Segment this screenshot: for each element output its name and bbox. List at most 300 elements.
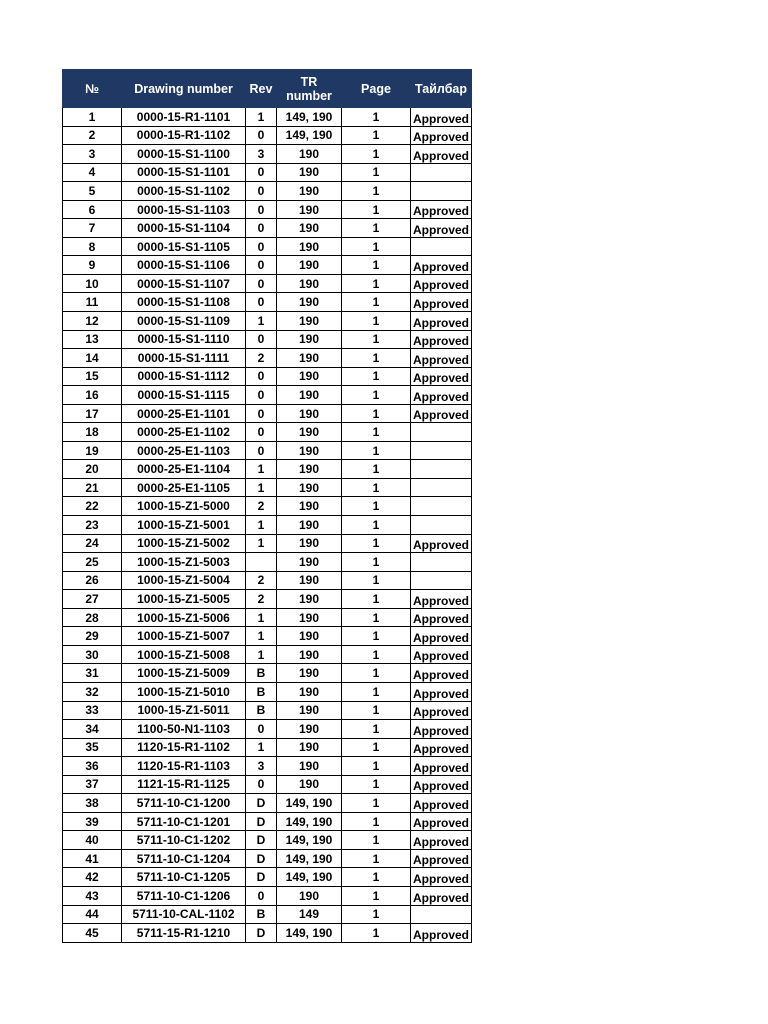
cell-note: Approved (411, 682, 472, 701)
cell-tr-number: 149, 190 (277, 868, 342, 887)
cell-drawing-number: 1000-15-Z1-5001 (122, 516, 246, 535)
cell-number: 2 (63, 126, 122, 145)
cell-number: 5 (63, 182, 122, 201)
cell-rev: 1 (246, 312, 277, 331)
cell-drawing-number: 5711-10-C1-1201 (122, 812, 246, 831)
table-row (63, 163, 472, 182)
cell-tr-number: 190 (277, 775, 342, 794)
cell-note: Approved (411, 219, 472, 238)
table-row (63, 219, 472, 238)
cell-page: 1 (342, 237, 411, 256)
table-row (63, 274, 472, 293)
table-row (63, 905, 472, 924)
cell-tr-number: 190 (277, 627, 342, 646)
cell-tr-number: 190 (277, 645, 342, 664)
cell-note: Approved (411, 775, 472, 794)
cell-rev: 1 (246, 108, 277, 127)
table-row (63, 794, 472, 813)
cell-drawing-number: 0000-25-E1-1101 (122, 404, 246, 423)
cell-rev: 2 (246, 571, 277, 590)
table-row (63, 553, 472, 572)
table-row (63, 256, 472, 275)
cell-number: 26 (63, 571, 122, 590)
cell-number: 40 (63, 831, 122, 850)
cell-number: 22 (63, 497, 122, 516)
table-row (63, 831, 472, 850)
cell-number: 33 (63, 701, 122, 720)
cell-note: Approved (411, 812, 472, 831)
cell-number: 16 (63, 386, 122, 405)
cell-page: 1 (342, 664, 411, 683)
cell-number: 7 (63, 219, 122, 238)
cell-tr-number: 190 (277, 367, 342, 386)
cell-number: 4 (63, 163, 122, 182)
cell-rev: 1 (246, 608, 277, 627)
table-row (63, 516, 472, 535)
cell-drawing-number: 5711-15-R1-1210 (122, 924, 246, 943)
cell-note: Approved (411, 738, 472, 757)
cell-number: 20 (63, 460, 122, 479)
table-row (63, 293, 472, 312)
cell-note (411, 441, 472, 460)
cell-rev: 0 (246, 367, 277, 386)
cell-note: Approved (411, 293, 472, 312)
cell-tr-number: 190 (277, 886, 342, 905)
cell-tr-number: 190 (277, 497, 342, 516)
cell-rev: 1 (246, 460, 277, 479)
table-row (63, 497, 472, 516)
cell-page: 1 (342, 256, 411, 275)
cell-drawing-number: 5711-10-C1-1204 (122, 849, 246, 868)
cell-rev: 1 (246, 627, 277, 646)
cell-number: 45 (63, 924, 122, 943)
cell-note (411, 237, 472, 256)
cell-note: Approved (411, 404, 472, 423)
cell-drawing-number: 0000-15-S1-1102 (122, 182, 246, 201)
cell-page: 1 (342, 182, 411, 201)
cell-page: 1 (342, 219, 411, 238)
cell-note (411, 497, 472, 516)
cell-note: Approved (411, 367, 472, 386)
cell-number: 10 (63, 274, 122, 293)
cell-number: 9 (63, 256, 122, 275)
cell-rev: 0 (246, 274, 277, 293)
cell-drawing-number: 0000-15-S1-1104 (122, 219, 246, 238)
cell-page: 1 (342, 627, 411, 646)
cell-page: 1 (342, 645, 411, 664)
cell-tr-number: 149, 190 (277, 831, 342, 850)
cell-rev: 0 (246, 441, 277, 460)
cell-rev: 0 (246, 386, 277, 405)
cell-page: 1 (342, 330, 411, 349)
cell-drawing-number: 1000-15-Z1-5010 (122, 682, 246, 701)
cell-page: 1 (342, 868, 411, 887)
cell-page: 1 (342, 608, 411, 627)
cell-rev: 0 (246, 404, 277, 423)
cell-rev: 2 (246, 349, 277, 368)
cell-page: 1 (342, 738, 411, 757)
table-row (63, 200, 472, 219)
cell-drawing-number: 1120-15-R1-1103 (122, 757, 246, 776)
cell-number: 41 (63, 849, 122, 868)
cell-page: 1 (342, 720, 411, 739)
cell-number: 12 (63, 312, 122, 331)
cell-tr-number: 149, 190 (277, 794, 342, 813)
cell-rev: 1 (246, 534, 277, 553)
table-row (63, 330, 472, 349)
col-header-note: Тайлбар (411, 70, 472, 108)
cell-page: 1 (342, 312, 411, 331)
cell-page: 1 (342, 534, 411, 553)
cell-drawing-number: 0000-15-S1-1109 (122, 312, 246, 331)
table-row (63, 812, 472, 831)
cell-rev: 0 (246, 200, 277, 219)
cell-number: 13 (63, 330, 122, 349)
cell-tr-number: 190 (277, 720, 342, 739)
cell-note: Approved (411, 868, 472, 887)
table-row (63, 108, 472, 127)
cell-note: Approved (411, 664, 472, 683)
cell-page: 1 (342, 794, 411, 813)
cell-note: Approved (411, 608, 472, 627)
cell-number: 28 (63, 608, 122, 627)
cell-note: Approved (411, 590, 472, 609)
cell-page: 1 (342, 460, 411, 479)
cell-rev: B (246, 682, 277, 701)
cell-tr-number: 190 (277, 553, 342, 572)
cell-page: 1 (342, 516, 411, 535)
table-row (63, 571, 472, 590)
cell-drawing-number: 1100-50-N1-1103 (122, 720, 246, 739)
cell-drawing-number: 0000-15-S1-1110 (122, 330, 246, 349)
cell-number: 11 (63, 293, 122, 312)
cell-tr-number: 190 (277, 386, 342, 405)
table-row (63, 682, 472, 701)
cell-number: 24 (63, 534, 122, 553)
cell-tr-number: 190 (277, 441, 342, 460)
table-row (63, 182, 472, 201)
cell-page: 1 (342, 293, 411, 312)
cell-page: 1 (342, 701, 411, 720)
cell-drawing-number: 1000-15-Z1-5004 (122, 571, 246, 590)
cell-number: 27 (63, 590, 122, 609)
table-row (63, 627, 472, 646)
cell-number: 37 (63, 775, 122, 794)
cell-rev: B (246, 905, 277, 924)
cell-rev: D (246, 849, 277, 868)
cell-number: 8 (63, 237, 122, 256)
cell-note: Approved (411, 108, 472, 127)
cell-tr-number: 190 (277, 738, 342, 757)
cell-tr-number: 190 (277, 516, 342, 535)
cell-note: Approved (411, 701, 472, 720)
cell-rev: 0 (246, 256, 277, 275)
cell-page: 1 (342, 145, 411, 164)
cell-page: 1 (342, 423, 411, 442)
cell-note (411, 571, 472, 590)
cell-drawing-number: 1000-15-Z1-5006 (122, 608, 246, 627)
cell-page: 1 (342, 831, 411, 850)
col-header-tr-number: TR number (277, 70, 342, 108)
cell-tr-number: 190 (277, 145, 342, 164)
table-row (63, 886, 472, 905)
cell-page: 1 (342, 905, 411, 924)
cell-drawing-number: 1000-15-Z1-5007 (122, 627, 246, 646)
cell-number: 35 (63, 738, 122, 757)
cell-drawing-number: 0000-15-R1-1102 (122, 126, 246, 145)
cell-rev: D (246, 831, 277, 850)
cell-number: 18 (63, 423, 122, 442)
cell-drawing-number: 5711-10-CAL-1102 (122, 905, 246, 924)
table-row (63, 386, 472, 405)
cell-page: 1 (342, 571, 411, 590)
cell-note: Approved (411, 720, 472, 739)
cell-number: 39 (63, 812, 122, 831)
cell-page: 1 (342, 441, 411, 460)
cell-drawing-number: 5711-10-C1-1205 (122, 868, 246, 887)
cell-tr-number: 190 (277, 757, 342, 776)
cell-number: 1 (63, 108, 122, 127)
cell-drawing-number: 0000-15-S1-1111 (122, 349, 246, 368)
cell-note: Approved (411, 645, 472, 664)
cell-number: 44 (63, 905, 122, 924)
cell-page: 1 (342, 775, 411, 794)
cell-tr-number: 149, 190 (277, 812, 342, 831)
cell-note: Approved (411, 312, 472, 331)
cell-rev: 0 (246, 886, 277, 905)
cell-drawing-number: 1000-15-Z1-5011 (122, 701, 246, 720)
cell-rev: 3 (246, 757, 277, 776)
cell-number: 6 (63, 200, 122, 219)
cell-tr-number: 190 (277, 478, 342, 497)
cell-tr-number: 190 (277, 590, 342, 609)
cell-note: Approved (411, 627, 472, 646)
cell-note: Approved (411, 924, 472, 943)
table-row (63, 312, 472, 331)
cell-rev: 0 (246, 775, 277, 794)
cell-note (411, 423, 472, 442)
cell-number: 31 (63, 664, 122, 683)
table-row (63, 701, 472, 720)
cell-drawing-number: 0000-25-E1-1105 (122, 478, 246, 497)
cell-drawing-number: 5711-10-C1-1202 (122, 831, 246, 850)
table-body (63, 108, 472, 943)
cell-drawing-number: 0000-15-S1-1100 (122, 145, 246, 164)
cell-page: 1 (342, 108, 411, 127)
col-header-page: Page (342, 70, 411, 108)
cell-page: 1 (342, 757, 411, 776)
cell-drawing-number: 0000-25-E1-1104 (122, 460, 246, 479)
table-row (63, 608, 472, 627)
cell-number: 36 (63, 757, 122, 776)
cell-number: 30 (63, 645, 122, 664)
cell-rev: B (246, 664, 277, 683)
cell-tr-number: 190 (277, 312, 342, 331)
cell-rev: 1 (246, 478, 277, 497)
col-header-rev: Rev (246, 70, 277, 108)
cell-rev: 0 (246, 219, 277, 238)
table-row (63, 738, 472, 757)
cell-note: Approved (411, 886, 472, 905)
cell-tr-number: 190 (277, 423, 342, 442)
cell-tr-number: 149, 190 (277, 108, 342, 127)
cell-drawing-number: 0000-15-R1-1101 (122, 108, 246, 127)
table-row (63, 126, 472, 145)
table-row (63, 720, 472, 739)
cell-page: 1 (342, 553, 411, 572)
cell-page: 1 (342, 478, 411, 497)
cell-tr-number: 190 (277, 219, 342, 238)
cell-note (411, 182, 472, 201)
table-row (63, 590, 472, 609)
cell-tr-number: 190 (277, 293, 342, 312)
cell-page: 1 (342, 386, 411, 405)
cell-drawing-number: 1000-15-Z1-5002 (122, 534, 246, 553)
drawing-register-table (62, 69, 472, 943)
cell-tr-number: 190 (277, 608, 342, 627)
cell-page: 1 (342, 924, 411, 943)
cell-drawing-number: 0000-15-S1-1106 (122, 256, 246, 275)
cell-drawing-number: 0000-15-S1-1103 (122, 200, 246, 219)
cell-tr-number: 190 (277, 330, 342, 349)
cell-note: Approved (411, 274, 472, 293)
cell-drawing-number: 0000-15-S1-1101 (122, 163, 246, 182)
cell-number: 34 (63, 720, 122, 739)
cell-rev: D (246, 812, 277, 831)
cell-rev: D (246, 924, 277, 943)
cell-page: 1 (342, 274, 411, 293)
cell-number: 29 (63, 627, 122, 646)
cell-rev: 0 (246, 182, 277, 201)
cell-note: Approved (411, 794, 472, 813)
cell-drawing-number: 0000-25-E1-1102 (122, 423, 246, 442)
cell-drawing-number: 1121-15-R1-1125 (122, 775, 246, 794)
cell-number: 23 (63, 516, 122, 535)
table-row (63, 664, 472, 683)
cell-rev: 2 (246, 590, 277, 609)
col-header-drawing-number: Drawing number (122, 70, 246, 108)
cell-number: 15 (63, 367, 122, 386)
cell-rev: 1 (246, 516, 277, 535)
cell-rev: 0 (246, 423, 277, 442)
cell-drawing-number: 1000-15-Z1-5003 (122, 553, 246, 572)
cell-tr-number: 149, 190 (277, 924, 342, 943)
cell-tr-number: 190 (277, 349, 342, 368)
cell-number: 43 (63, 886, 122, 905)
cell-drawing-number: 1120-15-R1-1102 (122, 738, 246, 757)
cell-tr-number: 190 (277, 163, 342, 182)
table-row (63, 460, 472, 479)
cell-note: Approved (411, 534, 472, 553)
table-row (63, 868, 472, 887)
cell-rev (246, 553, 277, 572)
cell-rev: 1 (246, 738, 277, 757)
cell-page: 1 (342, 163, 411, 182)
cell-note: Approved (411, 349, 472, 368)
cell-note (411, 905, 472, 924)
cell-rev: 0 (246, 163, 277, 182)
cell-drawing-number: 0000-15-S1-1108 (122, 293, 246, 312)
table-row (63, 849, 472, 868)
cell-rev: D (246, 868, 277, 887)
cell-tr-number: 149, 190 (277, 849, 342, 868)
cell-tr-number: 149 (277, 905, 342, 924)
table-row (63, 924, 472, 943)
table-row (63, 349, 472, 368)
cell-number: 21 (63, 478, 122, 497)
cell-number: 14 (63, 349, 122, 368)
table-row (63, 441, 472, 460)
table-row (63, 534, 472, 553)
cell-number: 32 (63, 682, 122, 701)
col-header-number: № (63, 70, 122, 108)
cell-page: 1 (342, 349, 411, 368)
cell-note: Approved (411, 757, 472, 776)
cell-note (411, 553, 472, 572)
cell-tr-number: 190 (277, 460, 342, 479)
cell-number: 19 (63, 441, 122, 460)
cell-page: 1 (342, 404, 411, 423)
cell-drawing-number: 0000-15-S1-1107 (122, 274, 246, 293)
cell-tr-number: 190 (277, 274, 342, 293)
header-row (63, 70, 472, 108)
table-row (63, 757, 472, 776)
cell-page: 1 (342, 367, 411, 386)
table-row (63, 478, 472, 497)
cell-tr-number: 190 (277, 237, 342, 256)
table-row (63, 237, 472, 256)
cell-note: Approved (411, 330, 472, 349)
cell-rev: 0 (246, 720, 277, 739)
cell-rev: 1 (246, 645, 277, 664)
cell-note: Approved (411, 200, 472, 219)
cell-drawing-number: 1000-15-Z1-5000 (122, 497, 246, 516)
cell-rev: 3 (246, 145, 277, 164)
table-row (63, 775, 472, 794)
cell-rev: 0 (246, 293, 277, 312)
cell-drawing-number: 1000-15-Z1-5005 (122, 590, 246, 609)
cell-note: Approved (411, 126, 472, 145)
cell-rev: 0 (246, 237, 277, 256)
cell-tr-number: 149, 190 (277, 126, 342, 145)
cell-tr-number: 190 (277, 664, 342, 683)
cell-number: 42 (63, 868, 122, 887)
cell-tr-number: 190 (277, 404, 342, 423)
cell-tr-number: 190 (277, 256, 342, 275)
cell-tr-number: 190 (277, 534, 342, 553)
cell-number: 17 (63, 404, 122, 423)
cell-note (411, 163, 472, 182)
cell-tr-number: 190 (277, 682, 342, 701)
cell-rev: 2 (246, 497, 277, 516)
cell-tr-number: 190 (277, 701, 342, 720)
cell-drawing-number: 1000-15-Z1-5008 (122, 645, 246, 664)
cell-drawing-number: 0000-25-E1-1103 (122, 441, 246, 460)
cell-drawing-number: 1000-15-Z1-5009 (122, 664, 246, 683)
cell-rev: 0 (246, 126, 277, 145)
table-row (63, 145, 472, 164)
cell-page: 1 (342, 849, 411, 868)
cell-drawing-number: 0000-15-S1-1115 (122, 386, 246, 405)
table-row (63, 367, 472, 386)
cell-page: 1 (342, 497, 411, 516)
cell-drawing-number: 5711-10-C1-1200 (122, 794, 246, 813)
cell-note (411, 478, 472, 497)
cell-drawing-number: 0000-15-S1-1112 (122, 367, 246, 386)
cell-number: 25 (63, 553, 122, 572)
cell-tr-number: 190 (277, 182, 342, 201)
cell-tr-number: 190 (277, 571, 342, 590)
